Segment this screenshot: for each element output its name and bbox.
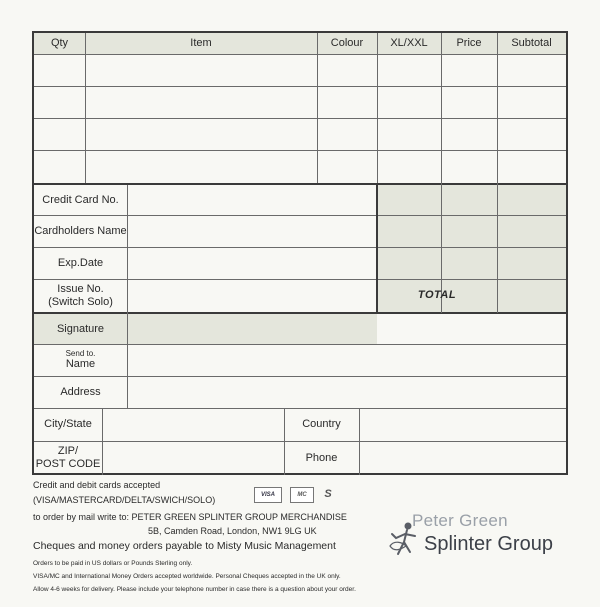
label-name-text: Name [65, 358, 96, 370]
label-zip [34, 441, 102, 475]
label-send-to: Send to. [65, 349, 96, 358]
cheques-line: Cheques and money orders payable to Misty Music Management [33, 540, 336, 552]
cards-accepted-line2: (VISA/MASTERCARD/DELTA/SWICH/SOLO) [33, 495, 216, 505]
fine-print-2: VISA/MC and International Money Orders accepted worldwide. Personal Cheques accepted in the UK only. [33, 573, 341, 580]
mail-address-line: 5B, Camden Road, London, NW1 9LG UK [148, 526, 317, 536]
label-issue-no-line1: Issue No. [57, 282, 104, 295]
label-zip-line2: POST CODE [35, 458, 101, 470]
label-zip-line1: ZIP/ [57, 445, 79, 457]
header-colour: Colour [330, 37, 364, 49]
logo-line1: Peter Green [412, 511, 508, 530]
fine-print-1: Orders to be paid in US dollars or Pounds Sterling only. [33, 560, 193, 567]
order-form-grid [32, 31, 568, 475]
label-country: Country [302, 418, 341, 430]
label-phone: Phone [305, 451, 338, 464]
visa-card-icon: VISA [254, 487, 282, 503]
label-city-state: City/State [44, 418, 92, 430]
header-item: Item [190, 37, 212, 49]
mail-order-line: to order by mail write to: PETER GREEN SPLINTER GROUP MERCHANDISE [33, 512, 347, 522]
fine-print-3: Allow 4-6 weeks for delivery. Please include your telephone number in case there is a question about your order. [33, 586, 356, 593]
label-signature: Signature [56, 322, 105, 335]
label-name [34, 344, 127, 376]
label-issue-no-line2: (Switch Solo) [48, 295, 113, 308]
mastercard-icon: MC [290, 487, 314, 503]
total-label: TOTAL [417, 289, 457, 301]
label-address: Address [60, 385, 101, 398]
label-issue-no [34, 279, 127, 312]
header-size: XL/XXL [390, 37, 428, 49]
label-credit-card-no: Credit Card No. [42, 193, 119, 206]
logo-line2: Splinter Group [424, 533, 553, 555]
header-subtotal: Subtotal [511, 37, 552, 49]
label-exp-date: Exp.Date [57, 256, 104, 269]
header-qty: Qty [50, 37, 69, 49]
label-cardholders-name: Cardholders Name [34, 224, 127, 237]
header-price: Price [456, 37, 482, 49]
cards-accepted-line1: Credit and debit cards accepted [33, 480, 161, 490]
switch-card-icon: S [324, 488, 332, 500]
